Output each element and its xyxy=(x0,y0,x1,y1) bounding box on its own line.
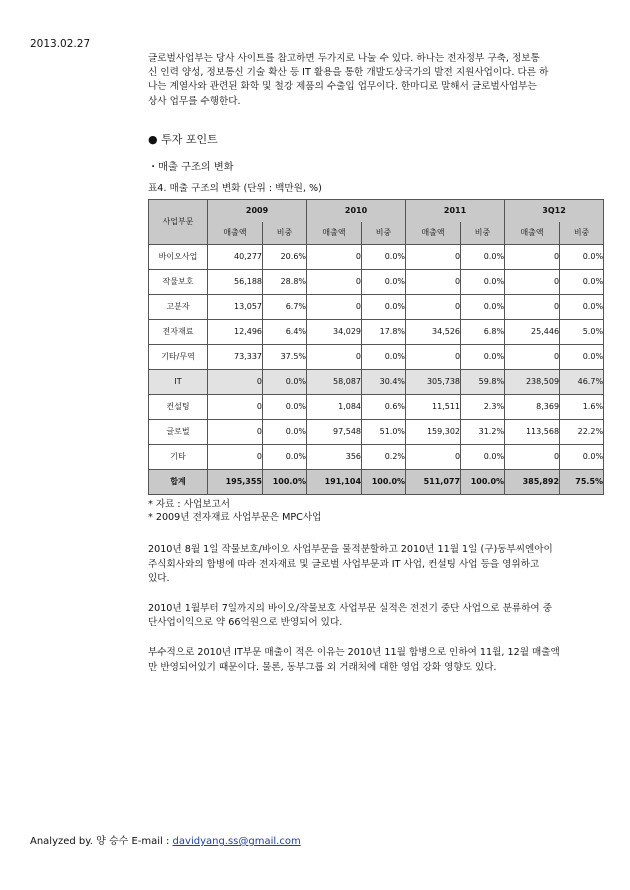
table-cell: 97,548 xyxy=(307,420,362,445)
table-cell: 0 xyxy=(505,295,560,320)
table-cell: 0.0% xyxy=(461,270,505,295)
table-cell: 0.0% xyxy=(461,295,505,320)
table-cell: 73,337 xyxy=(208,345,263,370)
table-row xyxy=(149,470,604,495)
table-cell: 34,526 xyxy=(406,320,461,345)
intro-line: 나는 계열사와 관련된 화학 및 철강 제품의 수출입 업무이다. 한마디로 말해서 글로벌사업부는 xyxy=(148,81,537,93)
column-header: 매출액 xyxy=(505,222,560,245)
main-content xyxy=(148,52,603,675)
table-cell: 511,077 xyxy=(406,470,461,495)
body-paragraph xyxy=(148,543,603,586)
year-header: 2010 xyxy=(307,200,406,223)
note-line: * 2009년 전자재료 사업부문은 MPC사업 xyxy=(148,512,322,524)
intro-line: 신 인력 양성, 정보통신 기술 확산 등 IT 활용을 통한 개발도상국가의 발전 지원사업이다. 다른 하 xyxy=(148,67,549,79)
intro-line: 글로벌사업부는 당사 사이트를 참고하면 두가지로 나눌 수 있다. 하나는 전자정부 구축, 정보통 xyxy=(148,53,540,64)
table-cell: 6.4% xyxy=(263,320,307,345)
paragraph-line: 만 반영되어있기 때문이다. 물론, 동부그룹 외 거래처에 대한 영업 강화 영향도 있다. xyxy=(148,661,497,673)
table-cell: 0.0% xyxy=(560,345,604,370)
section-title: ● 투자 포인트 xyxy=(148,132,218,146)
table-cell: 385,892 xyxy=(505,470,560,495)
table-cell: 1,084 xyxy=(307,395,362,420)
table-cell: 0.0% xyxy=(263,395,307,420)
footer-email-link[interactable]: davidyang.ss@gmail.com xyxy=(172,836,301,847)
column-header: 매출액 xyxy=(406,222,461,245)
table-row xyxy=(149,445,604,470)
table-cell: 0.0% xyxy=(461,245,505,270)
table-cell: 12,496 xyxy=(208,320,263,345)
table-cell: 0 xyxy=(208,445,263,470)
body-paragraph xyxy=(148,646,603,674)
table-cell: 0 xyxy=(406,295,461,320)
table-cell: 238,509 xyxy=(505,370,560,395)
paragraph-line: 주식회사와의 합병에 따라 전자재료 및 글로벌 사업부문과 IT 사업, 컨설팅 사업 등을 영위하고 xyxy=(148,558,540,570)
footer xyxy=(30,832,301,847)
table-cell: 0 xyxy=(307,270,362,295)
intro-paragraph xyxy=(148,52,603,109)
paragraph-line: 2010년 8월 1일 작물보호/바이오 사업부문을 물적분할하고 2010년 11월 1일 (구)동부씨엔아이 xyxy=(148,544,553,556)
body-paragraph xyxy=(148,602,603,630)
table-cell: 0.0% xyxy=(362,295,406,320)
row-label: 합계 xyxy=(149,470,208,495)
table-row xyxy=(149,395,604,420)
table-cell: 8,369 xyxy=(505,395,560,420)
table-cell: 75.5% xyxy=(560,470,604,495)
table-row xyxy=(149,320,604,345)
subsection-title: ・매출 구조의 변화 xyxy=(148,162,234,174)
row-label: 바이오사업 xyxy=(149,245,208,270)
table-cell: 51.0% xyxy=(362,420,406,445)
paragraph-line: 부수적으로 2010년 IT부문 매출이 적은 이유는 2010년 11월 합병으로 인하여 11월, 12월 매출액 xyxy=(148,647,560,659)
table-cell: 0.0% xyxy=(263,445,307,470)
year-header: 2011 xyxy=(406,200,505,223)
table-cell: 5.0% xyxy=(560,320,604,345)
table-cell: 305,738 xyxy=(406,370,461,395)
table-cell: 37.5% xyxy=(263,345,307,370)
footer-author: Analyzed by. 양 승수 E-mail : xyxy=(30,836,173,847)
table-row xyxy=(149,270,604,295)
table-cell: 0.0% xyxy=(362,245,406,270)
row-label: 컨설팅 xyxy=(149,395,208,420)
row-label: 글로벌 xyxy=(149,420,208,445)
table-cell: 0 xyxy=(505,445,560,470)
row-label: 전자재료 xyxy=(149,320,208,345)
table-cell: 0.0% xyxy=(362,345,406,370)
column-header: 매출액 xyxy=(208,222,263,245)
table-cell: 28.8% xyxy=(263,270,307,295)
table-cell: 58,087 xyxy=(307,370,362,395)
table-cell: 46.7% xyxy=(560,370,604,395)
table-cell: 34,029 xyxy=(307,320,362,345)
table-cell: 0 xyxy=(208,370,263,395)
table-cell: 31.2% xyxy=(461,420,505,445)
table-cell: 100.0% xyxy=(362,470,406,495)
revenue-structure-table xyxy=(148,199,604,495)
column-header: 비중 xyxy=(362,222,406,245)
column-header: 비중 xyxy=(263,222,307,245)
corner-header: 사업부문 xyxy=(149,200,208,245)
note-line: * 자료 : 사업보고서 xyxy=(148,499,231,511)
table-cell: 195,355 xyxy=(208,470,263,495)
table-cell: 0 xyxy=(505,245,560,270)
paragraph-line: 있다. xyxy=(148,572,170,584)
table-row xyxy=(149,420,604,445)
intro-line: 상사 업무를 수행한다. xyxy=(148,95,241,107)
table-row xyxy=(149,370,604,395)
column-header: 비중 xyxy=(560,222,604,245)
column-header: 비중 xyxy=(461,222,505,245)
table-cell: 40,277 xyxy=(208,245,263,270)
table-cell: 100.0% xyxy=(263,470,307,495)
table-cell: 6.8% xyxy=(461,320,505,345)
row-label: 작물보호 xyxy=(149,270,208,295)
table-cell: 0 xyxy=(307,345,362,370)
table-cell: 0 xyxy=(307,295,362,320)
report-date: 2013.02.27 xyxy=(30,38,91,50)
table-cell: 13,057 xyxy=(208,295,263,320)
table-cell: 100.0% xyxy=(461,470,505,495)
table-cell: 0.0% xyxy=(461,445,505,470)
table-cell: 159,302 xyxy=(406,420,461,445)
table-cell: 0.0% xyxy=(263,420,307,445)
table-cell: 22.2% xyxy=(560,420,604,445)
table-cell: 0.2% xyxy=(362,445,406,470)
table-cell: 0.0% xyxy=(362,270,406,295)
table-cell: 0 xyxy=(505,345,560,370)
row-label: 기타 xyxy=(149,445,208,470)
table-cell: 0.0% xyxy=(560,270,604,295)
column-header: 매출액 xyxy=(307,222,362,245)
table-cell: 0 xyxy=(406,270,461,295)
table-cell: 0.0% xyxy=(560,245,604,270)
table-cell: 0.0% xyxy=(263,370,307,395)
table-cell: 0.0% xyxy=(560,295,604,320)
table-cell: 356 xyxy=(307,445,362,470)
table-cell: 30.4% xyxy=(362,370,406,395)
row-label: 고분자 xyxy=(149,295,208,320)
row-label: IT xyxy=(149,370,208,395)
table-row xyxy=(149,345,604,370)
year-header: 3Q12 xyxy=(505,200,604,223)
table-cell: 191,104 xyxy=(307,470,362,495)
table-cell: 2.3% xyxy=(461,395,505,420)
table-caption: 표4. 매출 구조의 변화 (단위 : 백만원, %) xyxy=(148,183,322,195)
table-cell: 11,511 xyxy=(406,395,461,420)
table-notes xyxy=(148,498,603,524)
table-row xyxy=(149,295,604,320)
table-cell: 59.8% xyxy=(461,370,505,395)
year-header: 2009 xyxy=(208,200,307,223)
row-label: 기타/무역 xyxy=(149,345,208,370)
table-cell: 0 xyxy=(208,395,263,420)
table-cell: 6.7% xyxy=(263,295,307,320)
table-cell: 0.0% xyxy=(560,445,604,470)
table-row xyxy=(149,245,604,270)
paragraph-line: 단사업이익으로 약 66억원으로 반영되어 있다. xyxy=(148,617,343,629)
table-cell: 17.8% xyxy=(362,320,406,345)
table-cell: 56,188 xyxy=(208,270,263,295)
table-cell: 0.6% xyxy=(362,395,406,420)
table-cell: 0 xyxy=(406,245,461,270)
table-cell: 0.0% xyxy=(461,345,505,370)
table-cell: 0 xyxy=(406,345,461,370)
table-cell: 0 xyxy=(208,420,263,445)
table-cell: 0 xyxy=(406,445,461,470)
table-cell: 113,568 xyxy=(505,420,560,445)
paragraph-line: 2010년 1월부터 7일까지의 바이오/작물보호 사업부문 실적은 전전기 중단 사업으로 분류하여 중 xyxy=(148,603,552,615)
table-cell: 0 xyxy=(307,245,362,270)
table-cell: 1.6% xyxy=(560,395,604,420)
table-cell: 0 xyxy=(505,270,560,295)
table-cell: 20.6% xyxy=(263,245,307,270)
table-cell: 25,446 xyxy=(505,320,560,345)
